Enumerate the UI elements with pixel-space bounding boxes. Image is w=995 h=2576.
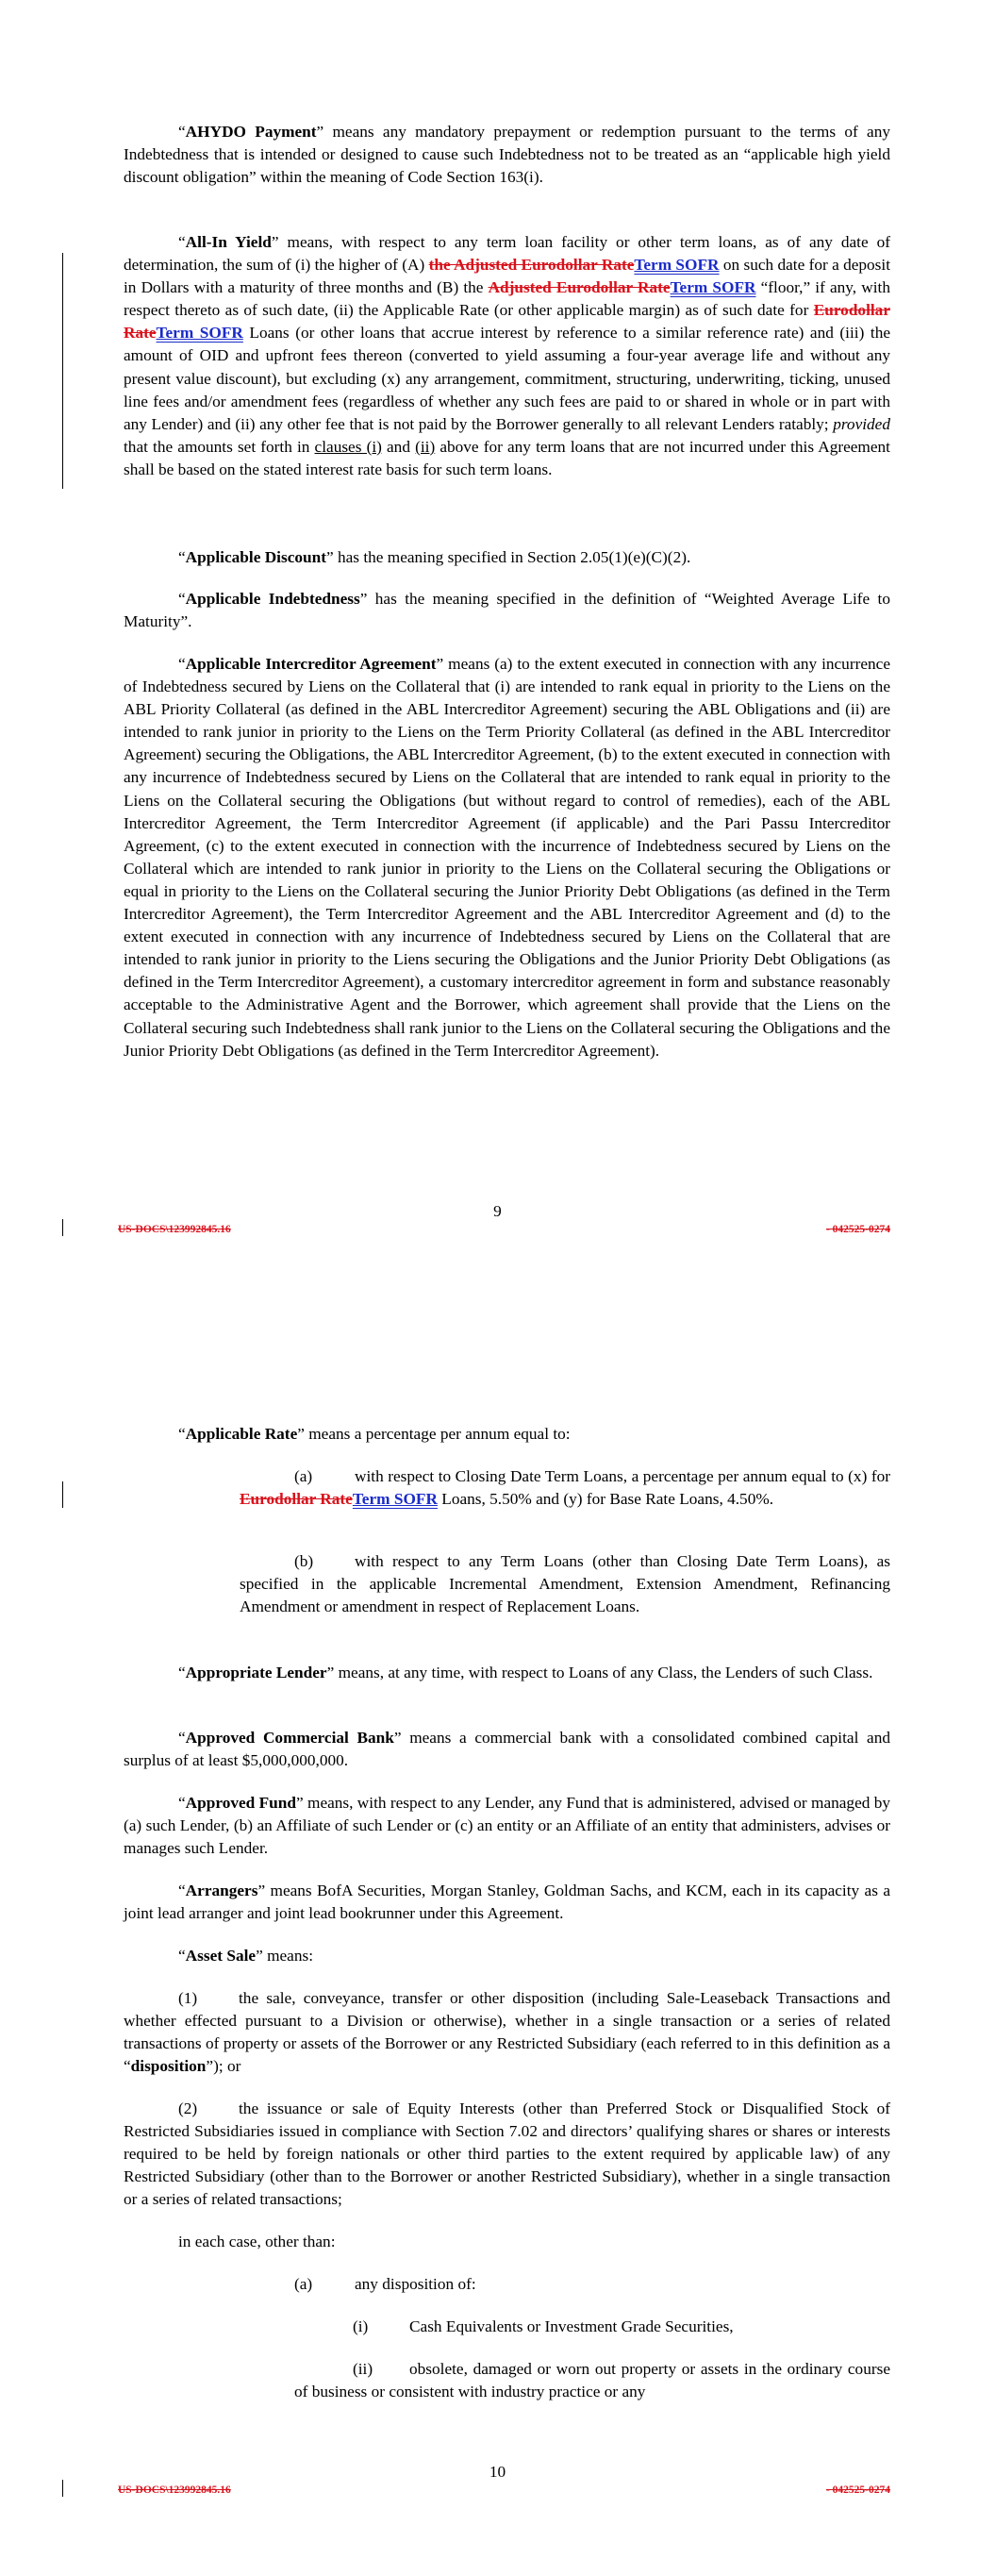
defined-term: Approved Commercial Bank [185, 1729, 394, 1747]
defined-term: Approved Fund [185, 1794, 297, 1812]
change-bar [62, 1219, 63, 1236]
inserted-text: Term SOFR [156, 324, 243, 343]
exclusion-item-i: (i) Cash Equivalents or Investment Grade Securities, [353, 2316, 734, 2338]
definition-applicable-intercreditor-agreement: “Applicable Intercreditor Agreement” means (a) to the extent executed in connection with any incurrence of Indebtedness secured by Liens on the Collateral that (i) are intended to rank equal in priority to the Liens on the ABL Priority Collateral (as defined in the ABL Intercreditor Agreement) securing the ABL Obligations and (ii) are intended to rank junior in priority to the Liens on the Term Priority Collateral (as defined in the ABL Intercreditor Agreement) securing the Obligations, the ABL Intercreditor Agreement, (b) to the extent executed in connection with any incurrence of Indebtedness secured by Liens on the Collateral that are intended to rank equal in priority to the Liens on the Collateral securing the Obligations (but without regard to control of remedies), each of the ABL Intercreditor Agreement, the Term Intercreditor Agreement (if applicable) and the Pari Passu Intercreditor Agreement, (c) to the extent executed in connection with the incurrence of Indebtedness secured by Liens on the Collateral which are intended to rank junior in priority to the Liens on the Collateral securing the Obligations or equal in priority to the Liens on the Collateral securing the Junior Priority Debt Obligations (as defined in the Term Intercreditor Agreement), the Term Intercreditor Agreement and the ABL Intercreditor Agreement and (d) to the extent executed in connection with any incurrence of Indebtedness secured by Liens on the Collateral that are intended to rank junior in priority to the Liens securing the Obligations and the Junior Priority Debt Obligations (as defined in the Term Intercreditor Agreement), a customary intercreditor agreement in form and substance reasonably acceptable to the Administrative Agent and the Borrower, which agreement shall provide that the Liens on the Collateral securing such Indebtedness shall rank junior to the Liens on the Collateral securing the Obligations and the Junior Priority Debt Obligations (as defined in the Term Intercreditor Agreement). [124, 655, 890, 1060]
defined-term: Applicable Intercreditor Agreement [185, 655, 437, 673]
exclusion-clause-a: (a) any disposition of: [294, 2273, 476, 2296]
inserted-text: Term SOFR [670, 278, 756, 297]
definition-approved-commercial-bank: “Approved Commercial Bank” means a commercial bank with a consolidated combined capital and surplus of at least $5,000,000,000. [124, 1729, 890, 1770]
clause-label: (1) [178, 1989, 198, 2007]
clause-label: (a) [294, 1467, 313, 1485]
footer-doc-id: US-DOCS\123992845.16 [118, 2484, 231, 2496]
defined-term: Arrangers [185, 1882, 258, 1899]
footer-matter-number: - 042525-0274 [825, 2484, 890, 2496]
clause-label: (i) [353, 2317, 369, 2335]
applicable-rate-clause-a: (a) with respect to Closing Date Term Loans, a percentage per annum equal to (x) for Eurodollar RateTerm SOFR Loans, 5.50% and (y) for Base Rate Loans, 4.50%. [240, 1467, 890, 1509]
defined-term: Applicable Indebtedness [185, 590, 360, 608]
definition-applicable-indebtedness: “Applicable Indebtedness” has the meaning specified in the definition of “Weighted Average Life to Maturity”. [124, 590, 891, 631]
deleted-text: Adjusted Eurodollar Rate [488, 278, 671, 297]
clause-label: (b) [294, 1552, 314, 1570]
definition-asset-sale: “Asset Sale” means: [178, 1947, 314, 1965]
deleted-text: Eurodollar Rate [240, 1490, 353, 1509]
inserted-text: Term SOFR [352, 1490, 438, 1509]
footer-doc-id: US-DOCS\123992845.16 [118, 1224, 231, 1235]
defined-term: Asset Sale [185, 1947, 257, 1965]
page-10 [0, 1312, 995, 2576]
inserted-text: Term SOFR [634, 256, 720, 275]
definition-ahydo-payment: “AHYDO Payment” means any mandatory prepayment or redemption pursuant to the terms of any Indebtedness that is intended or designed to cause such Indebtedness not to be treated as an “applicable high yield discount obligation” within the meaning of Code Section 163(i). [124, 123, 890, 187]
change-bar [62, 2480, 63, 2497]
definition-appropriate-lender: “Appropriate Lender” means, at any time, with respect to Loans of any Class, the Lenders of such Class. [178, 1664, 873, 1681]
cross-reference: (ii) [415, 437, 436, 456]
change-bar [62, 253, 63, 489]
page-number: 9 [493, 1202, 502, 1220]
definition-applicable-rate: “Applicable Rate” means a percentage per annum equal to: [178, 1425, 571, 1443]
definition-arrangers: “Arrangers” means BofA Securities, Morgan Stanley, Goldman Sachs, and KCM, each in its capacity as a joint lead arranger and joint lead bookrunner under this Agreement. [124, 1882, 890, 1923]
asset-sale-clause-1: (1) the sale, conveyance, transfer or other disposition (including Sale-Leaseback Transactions and whether effected pursuant to a Division or otherwise), whether in a single transaction or a series of related transactions of property or assets of the Borrower or any Restricted Subsidiary (each referred to in this definition as a “disposition”); or [124, 1989, 890, 2076]
asset-sale-clause-2: (2) the issuance or sale of Equity Interests (other than Preferred Stock or Disqualified Stock of Restricted Subsidiaries issued in compliance with Section 7.02 and directors’ qualifying shares or shares or interests required to be held by foreign nationals or other third parties to the extent required by applicable law) of any Restricted Subsidiary (other than to the Borrower or another Restricted Subsidiary), whether in a single transaction or a series of related transactions; [124, 2099, 890, 2209]
cross-reference: clauses (i) [314, 437, 382, 456]
definition-applicable-discount: “Applicable Discount” has the meaning specified in Section 2.05(1)(e)(C)(2). [178, 548, 691, 566]
deleted-text: the Adjusted Eurodollar Rate [428, 256, 635, 275]
defined-term: AHYDO Payment [185, 123, 317, 141]
clause-label: (ii) [353, 2360, 373, 2378]
deleted-text: Eurodollar Rate [124, 301, 890, 343]
clause-label: (2) [178, 2099, 198, 2117]
page-number: 10 [489, 2463, 506, 2481]
defined-term: Appropriate Lender [185, 1664, 327, 1681]
applicable-rate-clause-b: (b) with respect to any Term Loans (other than Closing Date Term Loans), as specified in the applicable Incremental Amendment, Extension Amendment, Refinancing Amendment or amendment in respect of Replacement Loans. [240, 1552, 890, 1616]
definition-all-in-yield: “All-In Yield” means, with respect to any term loan facility or other term loans, as of any date of determination, the sum of (i) the higher of (A) the Adjusted Eurodollar RateTerm SOFR on such date for a deposit in Dollars with a maturity of three months and (B) the Adjusted Eurodollar RateTerm SOFR “floor,” if any, with respect thereto as of such date, (ii) the Applicable Rate (or other applicable margin) as of such date for Eurodollar RateTerm SOFR Loans (or other loans that accrue interest by reference to a similar reference rate) and (iii) the amount of OID and upfront fees thereon (converted to yield assuming a four-year average life and without any present value discount), but excluding (x) any arrangement, commitment, structuring, underwriting, ticking, unused line fees and/or amendment fees (regardless of whether any such fees are paid to or shared in whole or in part with any Lender) and (ii) any other fee that is not paid by the Borrower generally to all relevant Lenders ratably; provided that the amounts set forth in clauses (i) and (ii) above for any term loans that are not incurred under this Agreement shall be based on the stated interest rate basis for such term loans. [124, 233, 891, 478]
change-bar [62, 1481, 63, 1508]
clause-label: (a) [294, 2275, 313, 2293]
defined-term: Applicable Discount [185, 548, 326, 566]
defined-term: Applicable Rate [185, 1425, 298, 1443]
exclusion-item-ii: (ii) obsolete, damaged or worn out property or assets in the ordinary course of business or consistent with industry practice or any [294, 2360, 890, 2401]
footer-matter-number: - 042525-0274 [825, 1224, 890, 1235]
defined-term: disposition [130, 2057, 207, 2076]
in-each-case-text: in each case, other than: [178, 2233, 336, 2250]
definition-approved-fund: “Approved Fund” means, with respect to any Lender, any Fund that is administered, advised or managed by (a) such Lender, (b) an Affiliate of such Lender or (c) an entity or an Affiliate of an entity that administers, advises or manages such Lender. [124, 1794, 890, 1858]
defined-term: All-In Yield [185, 233, 272, 251]
